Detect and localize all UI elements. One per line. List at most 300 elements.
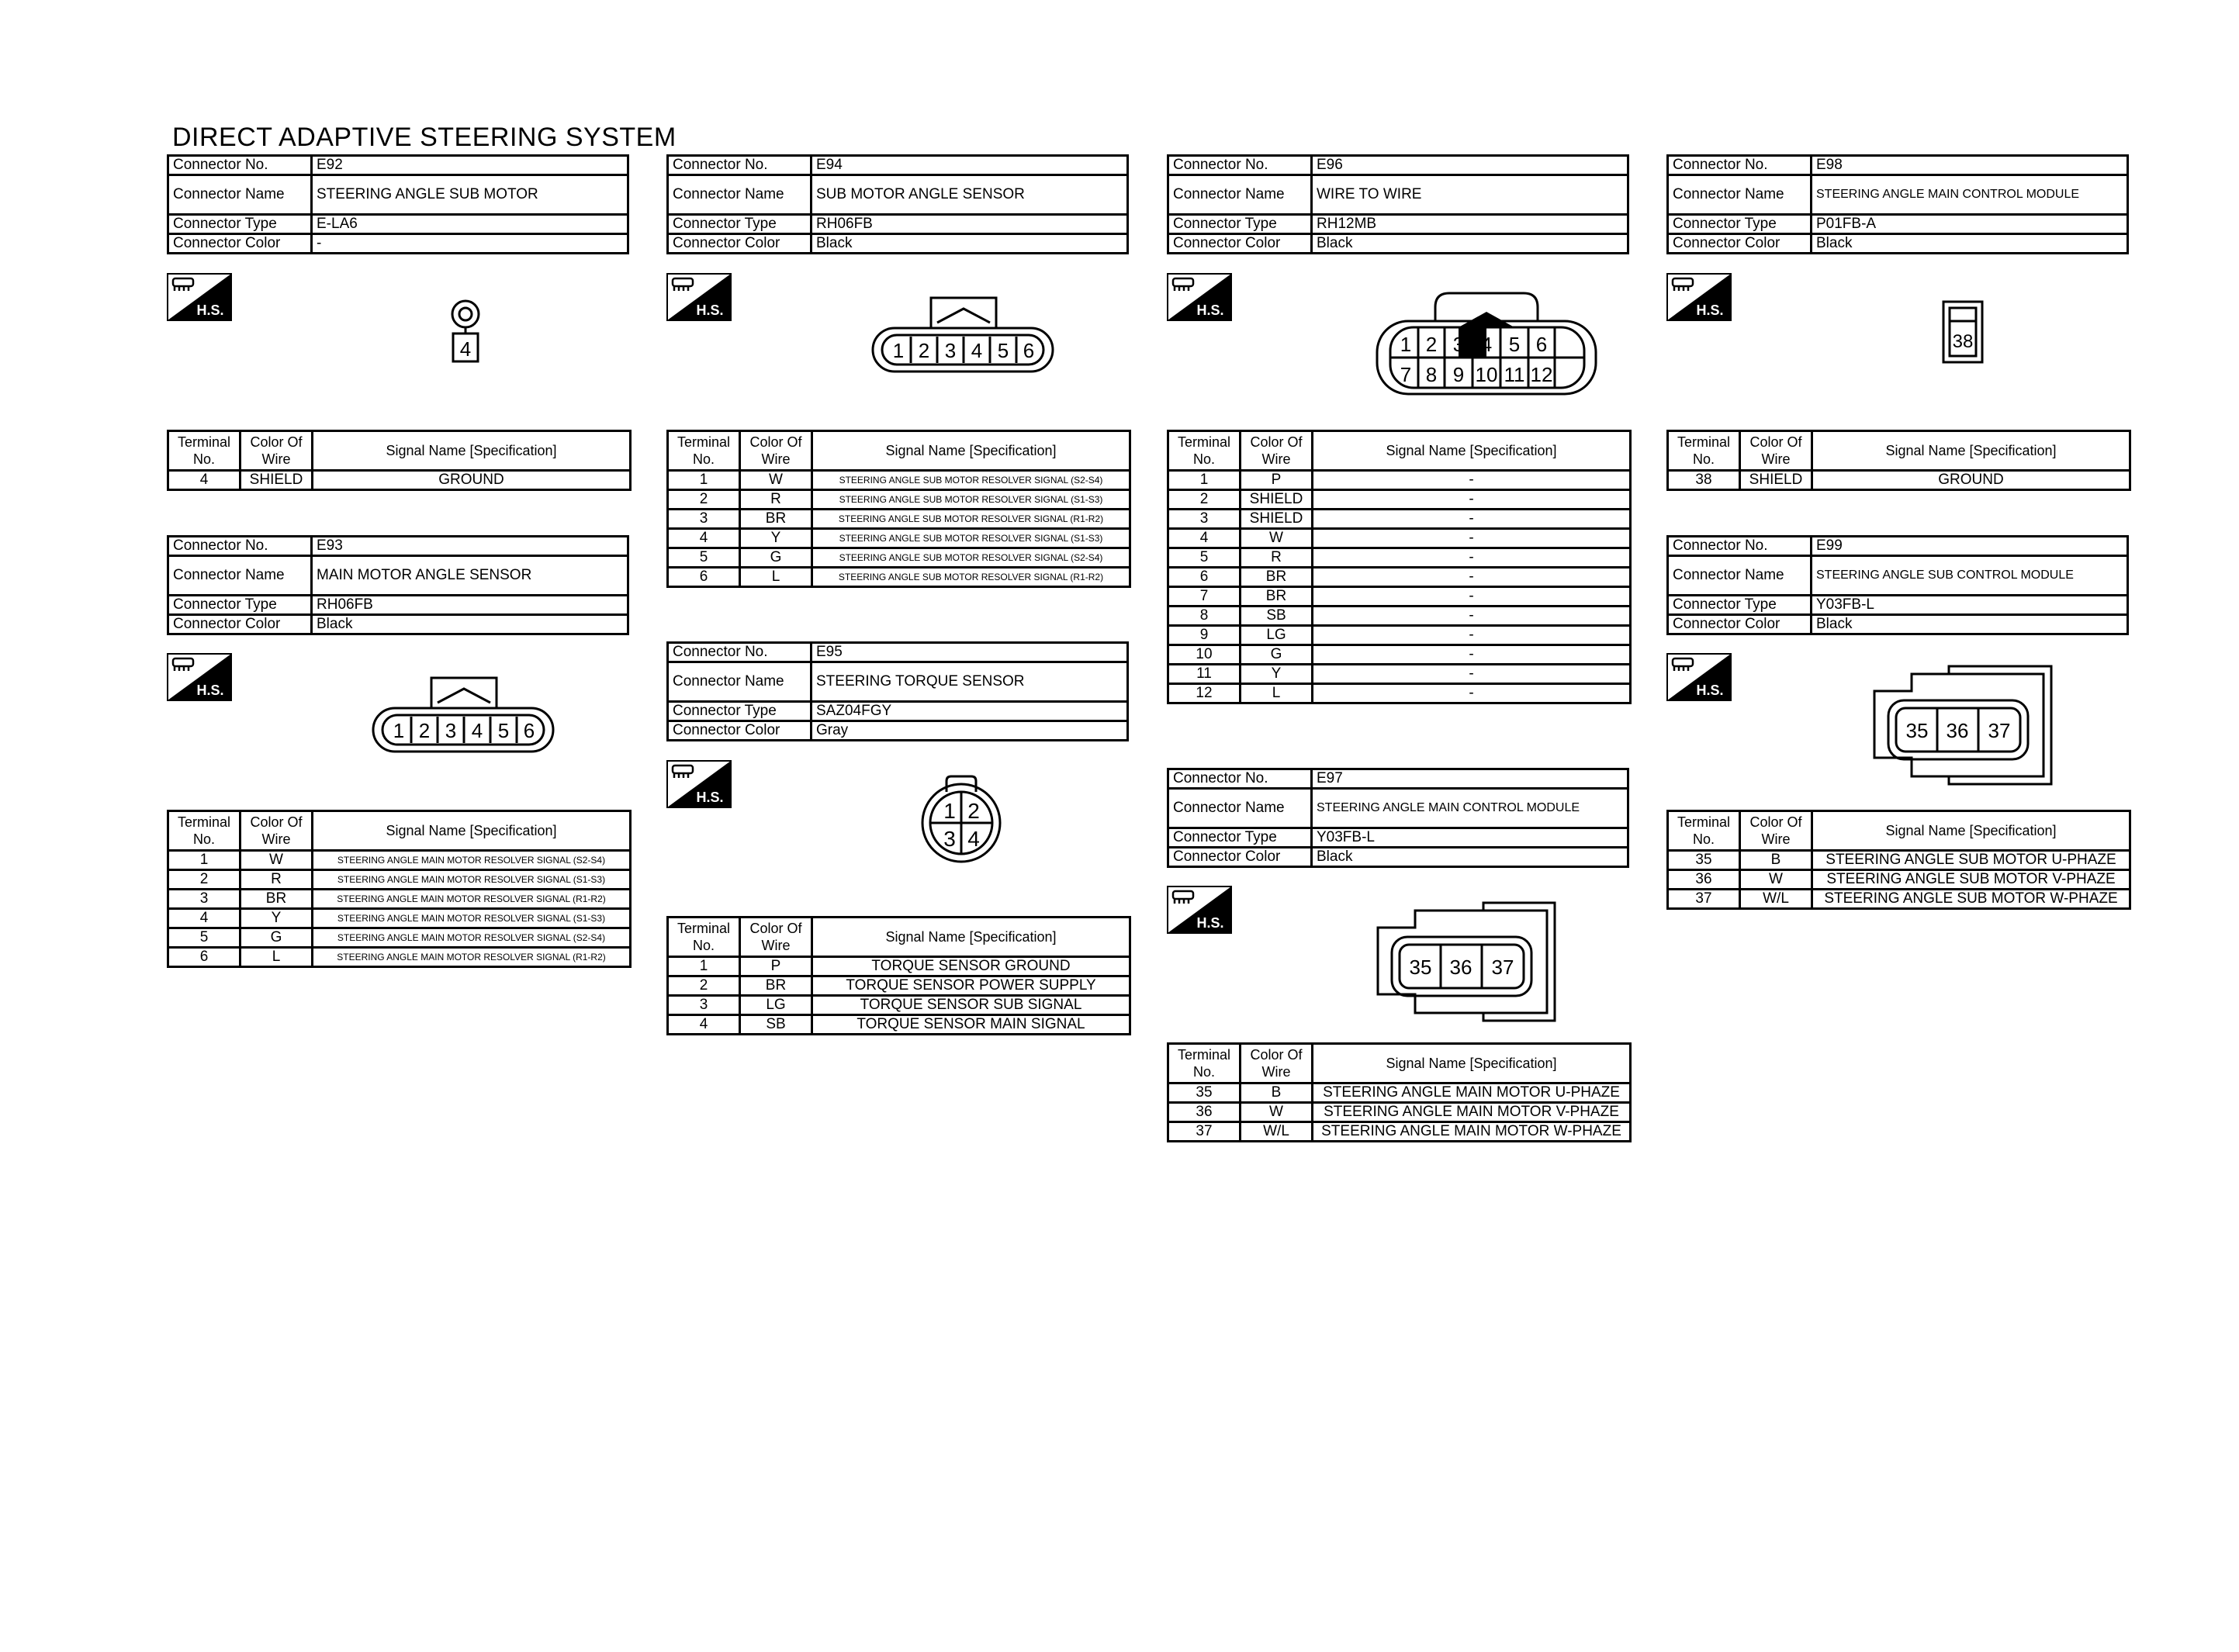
connector-type-value: P01FB-A (1812, 215, 2128, 234)
wire-color: P (740, 957, 812, 976)
terminal-no: 2 (668, 490, 740, 510)
terminal-no: 36 (1668, 870, 1740, 890)
signal-name: STEERING ANGLE MAIN MOTOR RESOLVER SIGNAL (S1-S3) (313, 909, 631, 928)
label-connector-name: Connector Name (1168, 175, 1312, 215)
table-row (1668, 870, 2130, 890)
connector-diagram-e92 (446, 299, 485, 365)
table-row (1668, 890, 2130, 909)
wire-color: R (241, 870, 313, 890)
harness-side-icon (167, 273, 232, 321)
connector-color-value: Black (312, 615, 628, 634)
connector-type-value: SAZ04FGY (812, 702, 1128, 721)
table-row (1168, 684, 1631, 703)
signal-name: - (1313, 548, 1631, 568)
wire-color: Y (1241, 665, 1313, 684)
label-connector-type: Connector Type (668, 702, 812, 721)
table-row (1168, 665, 1631, 684)
label-connector-type: Connector Type (1668, 215, 1812, 234)
harness-side-icon (1167, 273, 1232, 321)
signal-name: TORQUE SENSOR POWER SUPPLY (812, 976, 1130, 996)
table-row (668, 568, 1130, 587)
connector-name-value: SUB MOTOR ANGLE SENSOR (812, 175, 1128, 215)
signal-name: STEERING ANGLE SUB MOTOR RESOLVER SIGNAL (S1-S3) (812, 529, 1130, 548)
table-row (668, 548, 1130, 568)
connector-color-value: Gray (812, 721, 1128, 741)
wire-color: W/L (1241, 1122, 1313, 1142)
terminal-no: 12 (1168, 684, 1241, 703)
connector-no-value: E96 (1312, 156, 1628, 175)
connector-type-value: RH06FB (312, 596, 628, 615)
table-row (1168, 471, 1631, 490)
label-connector-no: Connector No. (1168, 769, 1312, 789)
connector-info-e94 (666, 154, 1129, 254)
label-connector-color: Connector Color (668, 234, 812, 254)
header-terminal-no: Terminal No. (1668, 811, 1740, 851)
pin-label: 6 (1535, 333, 1548, 356)
svg-text:H.S.: H.S. (696, 302, 724, 318)
wire-color: SHIELD (1740, 471, 1812, 490)
header-color-of-wire: Color Of Wire (740, 431, 812, 471)
header-signal-name: Signal Name [Specification] (1812, 431, 2130, 471)
wire-color: SHIELD (1241, 510, 1313, 529)
pin-label: 3 (944, 339, 957, 362)
wire-color: BR (241, 890, 313, 909)
header-terminal-no: Terminal No. (168, 811, 241, 851)
connector-name-value: STEERING TORQUE SENSOR (812, 662, 1128, 702)
header-terminal-no: Terminal No. (668, 918, 740, 957)
wire-color: P (1241, 471, 1313, 490)
connector-type-value: RH06FB (812, 215, 1128, 234)
terminal-no: 2 (168, 870, 241, 890)
wire-color: Y (740, 529, 812, 548)
signal-name: - (1313, 645, 1631, 665)
wire-color: Y (241, 909, 313, 928)
connector-no-value: E99 (1812, 537, 2128, 556)
table-row (1168, 510, 1631, 529)
signal-name: STEERING ANGLE MAIN MOTOR W-PHAZE (1313, 1122, 1631, 1142)
wire-color: W (241, 851, 313, 870)
signal-name: STEERING ANGLE SUB MOTOR V-PHAZE (1812, 870, 2130, 890)
terminal-no: 1 (168, 851, 241, 870)
signal-name: - (1313, 529, 1631, 548)
pin-label: 1 (393, 719, 405, 742)
pin-label: 7 (1400, 363, 1412, 386)
wire-color: G (241, 928, 313, 948)
pin-label: 5 (1508, 333, 1521, 356)
terminal-no: 4 (1168, 529, 1241, 548)
label-connector-name: Connector Name (168, 175, 312, 215)
table-row (1168, 1103, 1631, 1122)
signal-name: - (1313, 510, 1631, 529)
pin-label: 10 (1475, 363, 1498, 386)
header-terminal-no: Terminal No. (1668, 431, 1740, 471)
page-title: DIRECT ADAPTIVE STEERING SYSTEM (172, 123, 677, 152)
label-connector-no: Connector No. (668, 643, 812, 662)
header-signal-name: Signal Name [Specification] (1313, 1044, 1631, 1083)
wire-color: B (1740, 851, 1812, 870)
signal-name: STEERING ANGLE MAIN MOTOR RESOLVER SIGNAL (S2-S4) (313, 851, 631, 870)
label-connector-no: Connector No. (668, 156, 812, 175)
pin-label: 5 (497, 719, 510, 742)
pin-label: 2 (418, 719, 431, 742)
connector-color-value: Black (812, 234, 1128, 254)
wire-color: W (1241, 529, 1313, 548)
harness-side-icon (1666, 653, 1732, 701)
header-terminal-no: Terminal No. (1168, 1044, 1241, 1083)
svg-text:H.S.: H.S. (1196, 915, 1224, 931)
harness-side-icon (666, 760, 732, 808)
wire-color: L (740, 568, 812, 587)
wire-color: R (740, 490, 812, 510)
signal-name: - (1313, 626, 1631, 645)
signal-name: STEERING ANGLE SUB MOTOR RESOLVER SIGNAL (S2-S4) (812, 471, 1130, 490)
pin-label: 12 (1530, 363, 1553, 386)
signal-name: STEERING ANGLE MAIN MOTOR U-PHAZE (1313, 1083, 1631, 1103)
pin-label: 35 (1409, 956, 1432, 979)
terminal-no: 7 (1168, 587, 1241, 607)
pin-label: 5 (997, 339, 1009, 362)
terminal-no: 3 (668, 510, 740, 529)
terminal-no: 35 (1668, 851, 1740, 870)
terminal-no: 5 (668, 548, 740, 568)
wire-color: W/L (1740, 890, 1812, 909)
signal-name: GROUND (1812, 471, 2130, 490)
wire-color: SB (740, 1015, 812, 1035)
connector-diagram-e98 (1941, 299, 1985, 365)
terminal-table-e97 (1167, 1042, 1632, 1142)
signal-name: STEERING ANGLE SUB MOTOR U-PHAZE (1812, 851, 2130, 870)
table-row (668, 996, 1130, 1015)
connector-name-value: MAIN MOTOR ANGLE SENSOR (312, 556, 628, 596)
terminal-no: 5 (168, 928, 241, 948)
signal-name: - (1313, 568, 1631, 587)
signal-name: STEERING ANGLE MAIN MOTOR RESOLVER SIGNAL (S1-S3) (313, 870, 631, 890)
svg-text:H.S.: H.S. (696, 790, 724, 805)
connector-diagram-e96 (1375, 289, 1600, 397)
signal-name: - (1313, 607, 1631, 626)
svg-text:H.S.: H.S. (1696, 683, 1724, 698)
header-signal-name: Signal Name [Specification] (812, 918, 1130, 957)
label-connector-name: Connector Name (1168, 789, 1312, 828)
connector-color-value: Black (1812, 615, 2128, 634)
wire-color: SHIELD (1241, 490, 1313, 510)
header-signal-name: Signal Name [Specification] (1313, 431, 1631, 471)
wire-color: W (1241, 1103, 1313, 1122)
terminal-no: 11 (1168, 665, 1241, 684)
signal-name: TORQUE SENSOR SUB SIGNAL (812, 996, 1130, 1015)
table-row (168, 948, 631, 967)
header-signal-name: Signal Name [Specification] (313, 431, 631, 471)
connector-info-e95 (666, 641, 1129, 741)
terminal-no: 3 (1168, 510, 1241, 529)
label-connector-name: Connector Name (1668, 175, 1812, 215)
header-color-of-wire: Color Of Wire (241, 431, 313, 471)
connector-color-value: - (312, 234, 628, 254)
header-signal-name: Signal Name [Specification] (812, 431, 1130, 471)
table-row (1168, 1083, 1631, 1103)
harness-side-icon (1167, 886, 1232, 934)
table-row (668, 471, 1130, 490)
table-row (168, 928, 631, 948)
terminal-table-e99 (1666, 810, 2131, 910)
pin-label: 38 (1952, 331, 1974, 352)
table-row (1168, 568, 1631, 587)
connector-info-e99 (1666, 535, 2129, 635)
terminal-no: 5 (1168, 548, 1241, 568)
pin-label: 35 (1905, 719, 1929, 742)
table-row (1168, 607, 1631, 626)
connector-no-value: E94 (812, 156, 1128, 175)
pin-label: 2 (918, 339, 930, 362)
harness-side-icon (167, 653, 232, 701)
table-row (1168, 587, 1631, 607)
connector-no-value: E93 (312, 537, 628, 556)
signal-name: - (1313, 665, 1631, 684)
label-connector-type: Connector Type (168, 596, 312, 615)
wire-color: SB (1241, 607, 1313, 626)
connector-no-value: E97 (1312, 769, 1628, 789)
table-row (168, 851, 631, 870)
table-row (168, 870, 631, 890)
table-row (1168, 548, 1631, 568)
connector-info-e93 (167, 535, 629, 635)
pin-label: 3 (1452, 333, 1465, 356)
svg-text:H.S.: H.S. (196, 683, 224, 698)
header-color-of-wire: Color Of Wire (740, 918, 812, 957)
terminal-no: 8 (1168, 607, 1241, 626)
header-color-of-wire: Color Of Wire (1740, 431, 1812, 471)
connector-name-value: STEERING ANGLE SUB MOTOR (312, 175, 628, 215)
pin-label: 37 (1988, 719, 2011, 742)
wire-color: LG (740, 996, 812, 1015)
label-connector-color: Connector Color (1668, 234, 1812, 254)
signal-name: - (1313, 684, 1631, 703)
wire-color: B (1241, 1083, 1313, 1103)
connector-name-value: WIRE TO WIRE (1312, 175, 1628, 215)
signal-name: - (1313, 490, 1631, 510)
signal-name: STEERING ANGLE SUB MOTOR RESOLVER SIGNAL (S2-S4) (812, 548, 1130, 568)
label-connector-name: Connector Name (668, 175, 812, 215)
label-connector-no: Connector No. (168, 156, 312, 175)
wire-color: R (1241, 548, 1313, 568)
terminal-no: 37 (1668, 890, 1740, 909)
wire-color: LG (1241, 626, 1313, 645)
table-row (1168, 490, 1631, 510)
table-row (168, 471, 631, 490)
pin-label: 3 (943, 827, 956, 851)
table-row (168, 909, 631, 928)
connector-diagram-e93 (371, 673, 557, 755)
label-connector-type: Connector Type (168, 215, 312, 234)
connector-diagram-e99 (1871, 663, 2057, 787)
label-connector-no: Connector No. (1668, 156, 1812, 175)
svg-text:H.S.: H.S. (196, 302, 224, 318)
signal-name: STEERING ANGLE SUB MOTOR RESOLVER SIGNAL (R1-R2) (812, 568, 1130, 587)
terminal-no: 3 (668, 996, 740, 1015)
pin-label: 9 (1452, 363, 1465, 386)
terminal-no: 3 (168, 890, 241, 909)
terminal-no: 4 (168, 909, 241, 928)
terminal-table-e93 (167, 810, 632, 968)
table-row (1168, 1122, 1631, 1142)
terminal-no: 2 (1168, 490, 1241, 510)
table-row (1668, 851, 2130, 870)
connector-diagram-e97 (1375, 900, 1561, 1024)
pin-label: 36 (1946, 719, 1969, 742)
table-row (668, 490, 1130, 510)
terminal-table-e92 (167, 430, 632, 491)
pin-label: 4 (967, 827, 980, 851)
pin-label: 3 (445, 719, 457, 742)
wire-color: BR (1241, 587, 1313, 607)
harness-side-icon (1666, 273, 1732, 321)
terminal-no: 1 (668, 471, 740, 490)
table-row (168, 890, 631, 909)
pin-label: 1 (1400, 333, 1412, 356)
terminal-no: 10 (1168, 645, 1241, 665)
pin-label: 4 (1480, 333, 1493, 356)
wire-color: BR (740, 510, 812, 529)
connector-type-value: Y03FB-L (1312, 828, 1628, 848)
pin-label: 37 (1491, 956, 1514, 979)
terminal-no: 35 (1168, 1083, 1241, 1103)
terminal-no: 6 (1168, 568, 1241, 587)
connector-type-value: E-LA6 (312, 215, 628, 234)
label-connector-no: Connector No. (168, 537, 312, 556)
pin-label: 36 (1449, 956, 1472, 979)
pin-label: 4 (459, 337, 472, 361)
pin-label: 4 (971, 339, 983, 362)
signal-name: STEERING ANGLE SUB MOTOR W-PHAZE (1812, 890, 2130, 909)
signal-name: GROUND (313, 471, 631, 490)
connector-diagram-e94 (870, 293, 1057, 375)
signal-name: STEERING ANGLE MAIN MOTOR V-PHAZE (1313, 1103, 1631, 1122)
table-row (668, 957, 1130, 976)
label-connector-color: Connector Color (1168, 848, 1312, 867)
pin-label: 4 (471, 719, 483, 742)
signal-name: TORQUE SENSOR GROUND (812, 957, 1130, 976)
label-connector-name: Connector Name (1668, 556, 1812, 596)
connector-color-value: Black (1812, 234, 2128, 254)
header-color-of-wire: Color Of Wire (1241, 1044, 1313, 1083)
header-signal-name: Signal Name [Specification] (313, 811, 631, 851)
label-connector-no: Connector No. (1668, 537, 1812, 556)
pin-label: 11 (1504, 363, 1525, 386)
connector-no-value: E95 (812, 643, 1128, 662)
terminal-no: 37 (1168, 1122, 1241, 1142)
header-color-of-wire: Color Of Wire (1241, 431, 1313, 471)
label-connector-name: Connector Name (168, 556, 312, 596)
connector-info-e97 (1167, 768, 1629, 868)
label-connector-type: Connector Type (1668, 596, 1812, 615)
header-signal-name: Signal Name [Specification] (1812, 811, 2130, 851)
header-color-of-wire: Color Of Wire (1740, 811, 1812, 851)
wire-color: G (1241, 645, 1313, 665)
terminal-no: 6 (668, 568, 740, 587)
pin-label: 2 (967, 799, 980, 823)
connector-name-value: STEERING ANGLE MAIN CONTROL MODULE (1812, 175, 2128, 215)
connector-no-value: E98 (1812, 156, 2128, 175)
table-row (668, 510, 1130, 529)
terminal-table-e96 (1167, 430, 1632, 704)
wire-color: W (1740, 870, 1812, 890)
label-connector-color: Connector Color (1168, 234, 1312, 254)
connector-info-e98 (1666, 154, 2129, 254)
svg-text:H.S.: H.S. (1696, 302, 1724, 318)
header-terminal-no: Terminal No. (668, 431, 740, 471)
table-row (1168, 626, 1631, 645)
header-terminal-no: Terminal No. (168, 431, 241, 471)
label-connector-color: Connector Color (668, 721, 812, 741)
terminal-no: 1 (668, 957, 740, 976)
table-row (1668, 471, 2130, 490)
pin-label: 1 (943, 799, 956, 823)
connector-info-e92 (167, 154, 629, 254)
terminal-table-e98 (1666, 430, 2131, 491)
wire-color: SHIELD (241, 471, 313, 490)
header-color-of-wire: Color Of Wire (241, 811, 313, 851)
terminal-no: 4 (668, 529, 740, 548)
label-connector-color: Connector Color (168, 615, 312, 634)
connector-color-value: Black (1312, 848, 1628, 867)
pin-label: 6 (1023, 339, 1035, 362)
label-connector-type: Connector Type (1168, 828, 1312, 848)
terminal-no: 2 (668, 976, 740, 996)
wire-color: W (740, 471, 812, 490)
signal-name: - (1313, 471, 1631, 490)
signal-name: - (1313, 587, 1631, 607)
pin-label: 2 (1425, 333, 1438, 356)
signal-name: STEERING ANGLE MAIN MOTOR RESOLVER SIGNAL (R1-R2) (313, 890, 631, 909)
connector-info-e96 (1167, 154, 1629, 254)
label-connector-color: Connector Color (168, 234, 312, 254)
label-connector-no: Connector No. (1168, 156, 1312, 175)
table-row (1168, 529, 1631, 548)
pin-label: 8 (1425, 363, 1438, 386)
terminal-no: 6 (168, 948, 241, 967)
signal-name: STEERING ANGLE SUB MOTOR RESOLVER SIGNAL (R1-R2) (812, 510, 1130, 529)
terminal-no: 9 (1168, 626, 1241, 645)
connector-no-value: E92 (312, 156, 628, 175)
label-connector-type: Connector Type (1168, 215, 1312, 234)
wire-color: BR (740, 976, 812, 996)
harness-side-icon (666, 273, 732, 321)
table-row (668, 1015, 1130, 1035)
label-connector-color: Connector Color (1668, 615, 1812, 634)
terminal-no: 38 (1668, 471, 1740, 490)
connector-type-value: Y03FB-L (1812, 596, 2128, 615)
signal-name: TORQUE SENSOR MAIN SIGNAL (812, 1015, 1130, 1035)
wire-color: L (241, 948, 313, 967)
connector-type-value: RH12MB (1312, 215, 1628, 234)
wire-color: G (740, 548, 812, 568)
terminal-no: 4 (668, 1015, 740, 1035)
header-terminal-no: Terminal No. (1168, 431, 1241, 471)
signal-name: STEERING ANGLE MAIN MOTOR RESOLVER SIGNAL (R1-R2) (313, 948, 631, 967)
signal-name: STEERING ANGLE MAIN MOTOR RESOLVER SIGNAL (S2-S4) (313, 928, 631, 948)
pin-label: 1 (892, 339, 905, 362)
connector-color-value: Black (1312, 234, 1628, 254)
terminal-no: 4 (168, 471, 241, 490)
signal-name: STEERING ANGLE SUB MOTOR RESOLVER SIGNAL (S1-S3) (812, 490, 1130, 510)
label-connector-type: Connector Type (668, 215, 812, 234)
connector-name-value: STEERING ANGLE SUB CONTROL MODULE (1812, 556, 2128, 596)
connector-name-value: STEERING ANGLE MAIN CONTROL MODULE (1312, 789, 1628, 828)
terminal-table-e94 (666, 430, 1131, 588)
svg-text:H.S.: H.S. (1196, 302, 1224, 318)
connector-diagram-e95 (919, 772, 1004, 865)
terminal-no: 36 (1168, 1103, 1241, 1122)
